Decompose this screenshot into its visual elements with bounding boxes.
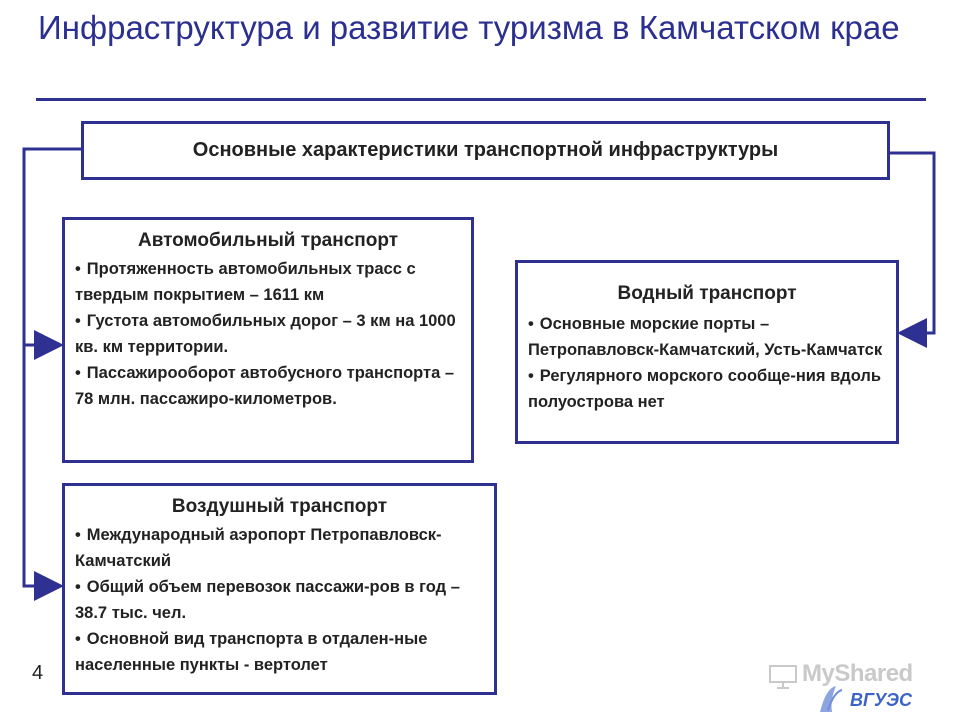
air-bullet-1: • Международный аэропорт Петропавловск-Камчатский — [75, 526, 442, 570]
watermark — [768, 658, 928, 714]
water-bullet-1: • Основные морские порты – Петропавловск-Камчатский, Усть-Камчатск — [528, 315, 883, 359]
water-transport-box — [515, 260, 899, 444]
air-transport-box — [62, 483, 497, 695]
road-bullet-3: • Пассажирооборот автобусного транспорта – 78 млн. пассажиро-километров. — [75, 364, 455, 408]
header-text: Основные характеристики транспортной инфраструктуры — [192, 139, 779, 161]
slide-title: Инфраструктура и развитие туризма в Камчатском крае — [38, 9, 900, 46]
watermark-text: MyShared — [802, 660, 913, 687]
vguer-logo-text: ВГУЭС — [850, 690, 912, 710]
air-bullet-2: • Общий объем перевозок пассажи-ров в год – 38.7 тыс. чел. — [75, 578, 460, 622]
road-bullet-1: • Протяженность автомобильных трасс с твердым покрытием – 1611 км — [75, 260, 416, 304]
road-transport-box — [62, 217, 474, 463]
title-divider — [36, 98, 926, 101]
vguer-logo-icon — [816, 682, 926, 716]
page-number: 4 — [32, 662, 44, 684]
road-transport-title: Автомобильный транспорт — [137, 230, 399, 251]
water-bullet-2: • Регулярного морского сообще-ния вдоль полуострова нет — [528, 367, 882, 411]
air-transport-title: Воздушный транспорт — [171, 496, 388, 517]
infrastructure-header-box — [81, 121, 890, 180]
water-transport-title: Водный транспорт — [617, 283, 797, 304]
air-bullet-3: • Основной вид транспорта в отдален-ные населенные пункты - вертолет — [75, 630, 428, 674]
road-bullet-2: • Густота автомобильных дорог – 3 км на 1000 кв. км территории. — [75, 312, 456, 356]
watermark-presentation-icon — [768, 664, 798, 690]
